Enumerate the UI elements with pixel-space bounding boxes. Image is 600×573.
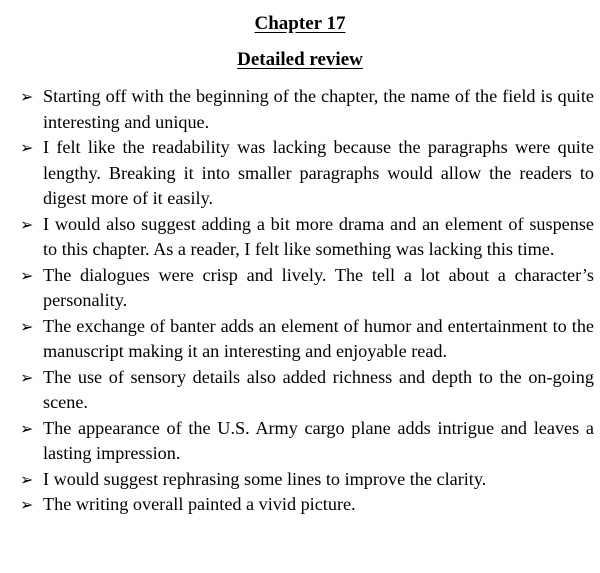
arrowhead-bullet-icon: ➢ bbox=[20, 367, 34, 387]
list-item-text: The writing overall painted a vivid picture. bbox=[43, 494, 356, 514]
list-item bbox=[20, 314, 594, 365]
list-item-text: Starting off with the beginning of the chapter, the name of the field is quite interesting and unique. bbox=[43, 86, 594, 132]
arrowhead-bullet-icon: ➢ bbox=[20, 265, 34, 285]
list-item bbox=[20, 135, 594, 212]
arrowhead-bullet-icon: ➢ bbox=[20, 214, 34, 234]
chapter-title: Chapter 17 bbox=[254, 13, 346, 34]
list-item-text: I would also suggest adding a bit more drama and an element of suspense to this chapter. As a reader, I felt like something was lacking this time. bbox=[43, 213, 594, 259]
arrowhead-bullet-icon: ➢ bbox=[20, 87, 34, 106]
list-item-text: The exchange of banter adds an element of humor and entertainment to the manuscript making it an interesting and enjoyable read. bbox=[43, 315, 594, 361]
list-item-text: I would suggest rephrasing some lines to improve the clarity. bbox=[43, 468, 487, 489]
arrowhead-bullet-icon: ➢ bbox=[20, 495, 34, 514]
list-item bbox=[20, 416, 594, 467]
arrowhead-bullet-icon: ➢ bbox=[20, 418, 34, 438]
list-item bbox=[20, 263, 594, 314]
review-list bbox=[20, 84, 594, 518]
list-item bbox=[20, 492, 594, 518]
list-item bbox=[20, 84, 594, 135]
section-title: Detailed review bbox=[237, 49, 363, 70]
list-item-text: The dialogues were crisp and lively. The tell a lot about a character’s personality. bbox=[43, 264, 594, 310]
list-item-text: The use of sensory details also added richness and depth to the on-going scene. bbox=[43, 366, 594, 412]
list-item bbox=[20, 467, 594, 493]
list-item-text: The appearance of the U.S. Army cargo plane adds intrigue and leaves a lasting impression. bbox=[43, 417, 594, 463]
list-item-text: I felt like the readability was lacking because the paragraphs were quite lengthy. Breaking it into smaller paragraphs would allow the readers to digest more of it easily. bbox=[43, 137, 594, 208]
list-item bbox=[20, 212, 594, 263]
arrowhead-bullet-icon: ➢ bbox=[20, 316, 34, 336]
arrowhead-bullet-icon: ➢ bbox=[20, 469, 34, 489]
list-item bbox=[20, 365, 594, 416]
arrowhead-bullet-icon: ➢ bbox=[20, 138, 34, 157]
